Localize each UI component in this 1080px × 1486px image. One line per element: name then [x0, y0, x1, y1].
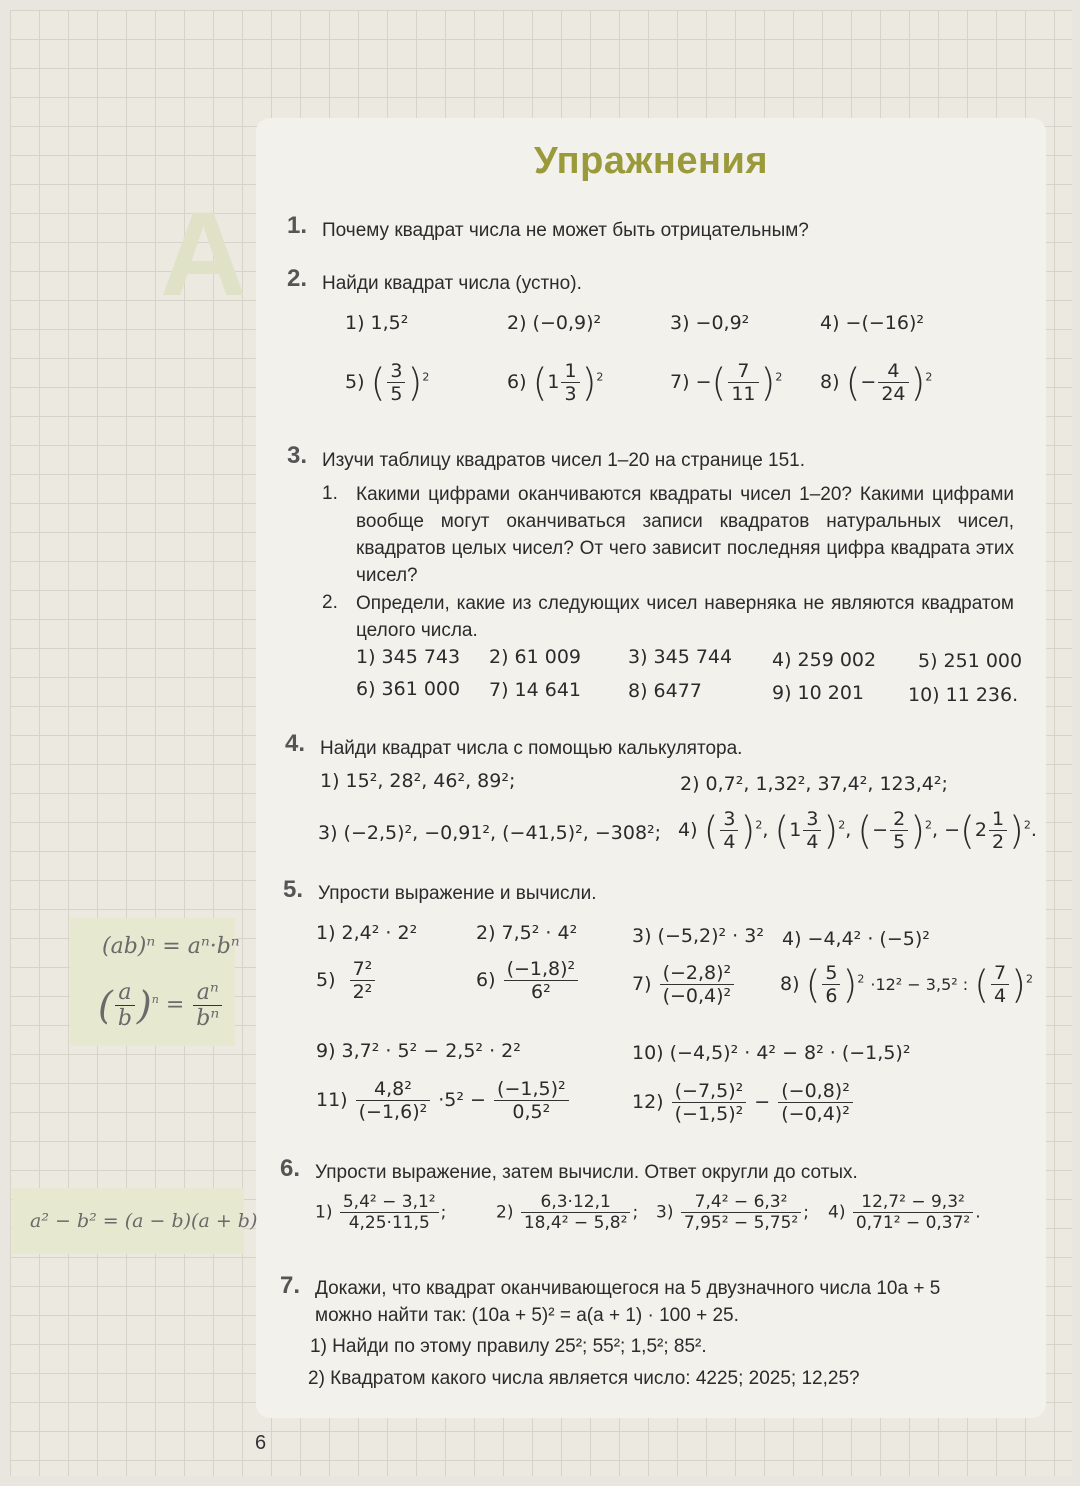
ex3-number: 3) 345 744: [628, 646, 733, 668]
ex5-item: 4) −4,4² · (−5)²: [782, 928, 930, 950]
formula-den: b: [117, 1006, 132, 1031]
ex4-item: 2) 0,7², 1,32², 37,4², 123,4²;: [680, 773, 948, 795]
ex4-item-4: 4) ( $\frac{3}{4}$ )$^2$, (1 $\frac{3}{4}$ )$^2$, (− $\frac{2}{5}$ )$^2$, −(2 $\frac{1}{2}$ )$^2$.: [678, 808, 1037, 853]
frac-num: (−2,8)²: [660, 962, 735, 985]
item-label: 11): [316, 1089, 348, 1111]
sign: −: [695, 371, 712, 393]
sub-text: Какими цифрами оканчиваются квадраты чисел 1–20? Какими цифрами вообще могут оканчиваться записи квадратов натуральных чисел, квадратов целых чисел? От чего зависит последняя цифра квадрата этих чисел?: [356, 484, 1014, 586]
item-end: ;: [632, 1202, 639, 1223]
ex3-number: 4) 259 002: [772, 649, 877, 671]
item-label: 7): [632, 973, 652, 995]
frac-num: 7: [991, 962, 1009, 985]
ex5-item-12: [632, 1080, 855, 1125]
frac-num: 6,3·12,1: [521, 1192, 631, 1213]
ex5-item-6: [476, 958, 580, 1003]
ex2-item: 3) −0,9²: [670, 312, 750, 334]
exercise-text: Почему квадрат числа не может быть отрицательным?: [322, 220, 809, 241]
ex5-item: 10) (−4,5)² · 4² − 8² · (−1,5)²: [632, 1042, 911, 1064]
frac-den: 0,71² − 0,37²: [855, 1213, 971, 1233]
exercise-text: Упрости выражение, затем вычисли. Ответ округли до сотых.: [315, 1162, 858, 1183]
frac-num: 4,8²: [356, 1078, 431, 1101]
frac-den: 0,5²: [512, 1101, 551, 1123]
frac-den: 3: [564, 383, 577, 405]
ex2-item: 4) −(−16)²: [820, 312, 924, 334]
frac-num: 7: [728, 360, 758, 383]
frac-num: 1: [561, 360, 579, 383]
frac-num: 3: [720, 808, 738, 831]
frac-num: 7,4² − 6,3²: [681, 1192, 801, 1213]
formula-power-product: (ab)ⁿ = aⁿ·bⁿ: [102, 934, 240, 959]
ex5-item-8: 8) ( $\frac{5}{6}$ )$^2$ ·12² − 3,5² : ( $\frac{7}{4}$ )$^2$: [780, 962, 1033, 1007]
frac-num: (−1,8)²: [504, 958, 579, 981]
ex5-item-5: [316, 958, 377, 1003]
ex5-item: 1) 2,4² · 2²: [316, 922, 418, 944]
item-end: ;: [803, 1202, 809, 1223]
exercise-number: 3.: [287, 442, 308, 469]
ex3-number: 9) 10 201: [772, 682, 865, 704]
exercise-number: 2.: [287, 265, 308, 292]
sign: −: [872, 819, 889, 841]
frac-num: 5: [822, 962, 840, 985]
exercise-number: 1.: [287, 212, 308, 239]
frac-num: (−1,5)²: [494, 1078, 569, 1101]
ex4-item: 3) (−2,5)², −0,91², (−41,5)², −308²;: [318, 822, 662, 844]
frac-den: 24: [881, 383, 906, 405]
page-title: Упражнения: [533, 140, 768, 182]
ex2-frac-item: 5) ( $\frac{3}{5}$ )$^2$: [345, 360, 430, 405]
sub-number: 1.: [322, 483, 338, 504]
frac-den: (−0,4)²: [781, 1103, 850, 1125]
item-label: 4): [678, 819, 698, 841]
frac-den: 4: [723, 831, 736, 853]
frac-den: 11: [731, 383, 756, 405]
exercise-text: Докажи, что квадрат оканчивающегося на 5 двузначного числа 10a + 5: [315, 1278, 941, 1299]
exercise-text: Изучи таблицу квадратов чисел 1–20 на странице 151.: [322, 450, 806, 471]
expression-middle: −: [754, 1091, 771, 1113]
ex6-item: [496, 1192, 638, 1233]
ex7-sub: 2) Квадратом какого числа является число: 4225; 2025; 12,25?: [308, 1368, 860, 1389]
exercise-text: Найди квадрат числа с помощью калькулятора.: [320, 738, 743, 759]
item-label: 8): [820, 371, 840, 393]
frac-den: 5: [390, 383, 403, 405]
item-label: 5): [345, 371, 365, 393]
item-label: 2): [496, 1202, 514, 1223]
item-label: 7): [670, 371, 690, 393]
ex5-item: 2) 7,5² · 4²: [476, 922, 578, 944]
frac-num: 7²: [350, 958, 376, 981]
ex7-sub: 1) Найди по этому правилу 25²; 55²; 1,5²; 85².: [310, 1336, 707, 1357]
ex3-number: 10) 11 236.: [908, 684, 1019, 706]
frac-num: 2: [890, 808, 908, 831]
mixed-whole: 2: [974, 819, 987, 841]
item-end: ;: [440, 1202, 447, 1223]
frac-num: (−0,8)²: [778, 1080, 853, 1103]
sign: −: [860, 371, 877, 393]
frac-num: 3: [387, 360, 405, 383]
ex5-item-7: [632, 962, 736, 1007]
exercise-text: можно найти так: (10a + 5)² = a(a + 1) · 100 + 25.: [315, 1305, 739, 1326]
ex2-frac-item: 7) −( $\frac{7}{11}$ )$^2$: [670, 360, 783, 405]
formula-diff-squares: a² − b² = (a − b)(a + b): [30, 1210, 258, 1232]
exercise-number: 4.: [285, 730, 306, 757]
item-label: 4): [828, 1202, 846, 1223]
frac-den: 4: [806, 831, 819, 853]
expression-middle: ·12² − 3,5² :: [870, 975, 969, 994]
ex5-item: 9) 3,7² · 5² − 2,5² · 2²: [316, 1040, 521, 1062]
formula-rhs-den: bⁿ: [196, 1006, 220, 1031]
ex3-number: 5) 251 000: [918, 650, 1023, 672]
ex3-number: 7) 14 641: [489, 679, 582, 701]
ex6-item: [656, 1192, 809, 1233]
sub-number: 2.: [322, 592, 338, 613]
ex4-item: 1) 15², 28², 46², 89²;: [320, 770, 516, 792]
ex6-item: [828, 1192, 981, 1233]
frac-num: 12,7² − 9,3²: [853, 1192, 973, 1213]
formula-rhs-num: aⁿ: [193, 980, 222, 1006]
expression-middle: ·5² −: [438, 1089, 486, 1111]
frac-den: 2²: [352, 981, 373, 1003]
item-label: 5): [316, 969, 336, 991]
ex2-item: 2) (−0,9)²: [507, 312, 602, 334]
frac-num: 5,4² − 3,1²: [340, 1192, 439, 1213]
exercise-number: 6.: [280, 1155, 301, 1182]
frac-num: 3: [803, 808, 821, 831]
ex2-item: 1) 1,5²: [345, 312, 409, 334]
item-label: 8): [780, 973, 800, 995]
frac-den: 2: [991, 831, 1005, 853]
frac-num: 1: [989, 808, 1007, 831]
sign: −: [944, 819, 961, 841]
formula-num: a: [115, 980, 135, 1006]
ex2-frac-item: 8) (− $\frac{4}{24}$ )$^2$: [820, 360, 933, 405]
ex3-number: 8) 6477: [628, 680, 702, 702]
frac-den: 18,4² − 5,8²: [523, 1213, 628, 1233]
frac-den: (−1,6)²: [358, 1101, 428, 1123]
frac-den: (−0,4)²: [662, 985, 732, 1007]
ex3-number: 2) 61 009: [489, 646, 582, 668]
exercise-number: 5.: [283, 876, 304, 903]
frac-den: 4: [994, 985, 1007, 1007]
ex5-item-11: [316, 1078, 571, 1123]
ex3-number: 6) 361 000: [356, 678, 461, 700]
item-label: 3): [656, 1202, 674, 1223]
ex3-number: 1) 345 743: [356, 646, 461, 668]
formula-power-fraction: ( $\frac{a}{b}$ )$^n$ = $\frac{\text{aⁿ}}{\text{bⁿ}}$: [98, 980, 224, 1031]
mixed-whole: 1: [789, 819, 802, 841]
sub-text: Определи, какие из следующих чисел наверняка не являются квадратом целого числа.: [356, 593, 1014, 641]
item-label: 6): [507, 371, 527, 393]
mixed-whole: 1: [547, 371, 560, 393]
item-label: 1): [315, 1202, 333, 1223]
exercise-number: 7.: [280, 1272, 301, 1299]
page-number: 6: [255, 1432, 267, 1454]
frac-num: 4: [878, 360, 908, 383]
frac-den: 7,95² − 5,75²: [683, 1213, 799, 1233]
item-label: 6): [476, 969, 496, 991]
ex5-item: 3) (−5,2)² · 3²: [632, 925, 764, 947]
item-label: 12): [632, 1091, 664, 1113]
frac-den: 4,25·11,5: [348, 1213, 430, 1233]
exercise-text: Найди квадрат числа (устно).: [322, 273, 582, 294]
frac-den: (−1,5)²: [674, 1103, 744, 1125]
section-letter: А: [160, 187, 247, 321]
frac-den: 6²: [530, 981, 551, 1003]
frac-den: 5: [893, 831, 906, 853]
item-end: .: [975, 1202, 981, 1223]
ex6-item: [315, 1192, 446, 1233]
exercise-text: Упрости выражение и вычисли.: [318, 883, 597, 904]
ex2-frac-item: 6) (1 $\frac{1}{3}$ )$^2$: [507, 360, 604, 405]
frac-den: 6: [825, 985, 838, 1007]
frac-num: (−7,5)²: [672, 1080, 747, 1103]
